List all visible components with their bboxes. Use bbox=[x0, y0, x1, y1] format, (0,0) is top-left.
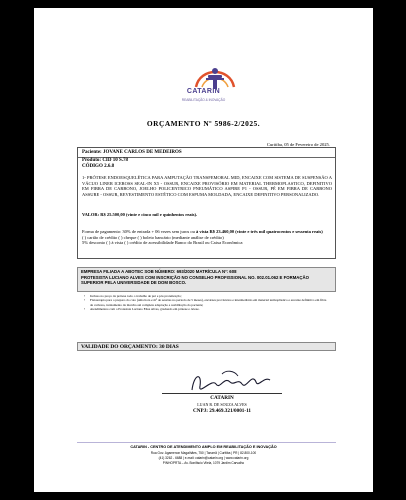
brand-tagline: REABILITAÇÃO & INOVAÇÃO bbox=[181, 98, 226, 102]
product-description: 1- PRÓTESE ENDOESQUELÉTICA PARA AMPUTAÇÃO TRANSFEMORAL MID, ENCAIXE COM SISTEMA DE SUSPENSÃO A VÁCUO LINER ICEROSS SEAL-IN X5 - OSSUR, ENCAIXE PROVISÓRIO EM MATERIAL THERMOPLASTICO, DEFINITIVO EM FIBRA DE CARBONO, JOELHO POLICENTRICO PNEUMÁTICO ASPIRE P1 - OSSUR, PÉ EM FIBRA DE CARBONO ASSURE - OSSUR, REVESTIMENTO ESTÉTICO COM ESPUMA MOLDADA, ENCAIXE DEFINITIVO PERSONALIZADO. bbox=[82, 175, 332, 197]
patient-name: Paciente: JOVANE CARLOS DE MEDEIROS bbox=[82, 149, 182, 155]
affiliation-line: PROTESISTA LUCIANO ALVES COM INSCRIÇÃO NO CONSELHO PROFISSIONAL NO. 002.01.062 E FORMAÇÃO SUPERIOR PELA UNIVERSIDADE DE DOM BOSCO. bbox=[81, 274, 309, 285]
payment-text: Forma de pagamento: 30% de entrada + 06 vezes sem juros ou bbox=[82, 229, 195, 234]
payment-cash-price: à vista R$ 23.460,00 (vinte e três mil quatrocentos e sessenta reais) bbox=[196, 229, 323, 234]
list-item: • Incluso no preço da prótese todo o trabalho de pré e pós protetização; bbox=[84, 294, 329, 298]
footer-address: Rua Gov. Agamenon Magalhães, 750 | Tarumã | Curitiba | PR | 82.800-100 bbox=[150, 451, 257, 455]
validity-band bbox=[77, 342, 336, 351]
validity-text: VALIDADE DO ORÇAMENTO: 30 DIAS bbox=[81, 344, 179, 350]
value-text: R$ 25.500,00 (vinte e cinco mil e quinhentos reais). bbox=[100, 212, 198, 217]
brand-name: CATARIN bbox=[186, 88, 221, 95]
budget-box bbox=[77, 147, 336, 259]
payment-terms bbox=[82, 229, 332, 246]
footer-company: CATARIN - CENTRO DE ATENDIMENTO AMPLO EM REABILITAÇÃO E INOVAÇÃO bbox=[130, 445, 277, 449]
product-code: Produto: CID 10 S.78 bbox=[82, 158, 129, 163]
payment-line bbox=[82, 229, 332, 235]
document-date: Curitiba, 05 de Fevereiro de 2025. bbox=[266, 142, 330, 147]
list-item: • Atendimentos com o Protesista Luciano Elias Alves, graduado em prótese e órtese. bbox=[84, 307, 329, 311]
document-page bbox=[34, 8, 373, 492]
affiliation-band bbox=[77, 267, 336, 292]
affiliation-line: EMPRESA FILIADA A ABOTEC SOB NÚMERO: 693/2020 MATRÍCULA Nº: 608 bbox=[81, 268, 237, 274]
signature-company: CATARIN bbox=[210, 395, 234, 401]
footer-divider bbox=[77, 442, 336, 443]
payment-option: ( ) cartão de crédito ( ) cheque ( ) boleto bancário (mediante análise de crédito) bbox=[82, 234, 224, 240]
notes-list bbox=[84, 294, 329, 311]
list-item: • Fisioterapia para o preparo do coto (uma hora e m² de sessões no período de 5 meses), encaixes provisórios e intermediário em material termoplástico e encaixe definitivo em fibra de carbono, treinamento da marcha até completa adaptação e reabilitação do paciente; bbox=[84, 298, 329, 307]
signature-name: LUAN R. DE SOUZA ALVES bbox=[197, 402, 247, 407]
signature-line bbox=[162, 393, 282, 394]
value-label: VALOR: bbox=[82, 212, 100, 217]
document-title: ORÇAMENTO Nº 5986-2/2025. bbox=[146, 119, 261, 128]
signature-cnpj: CNPJ: 29.469.321/0001-11 bbox=[192, 408, 252, 414]
procedure-code: CÓDIGO 2.6.8 bbox=[82, 164, 115, 169]
payment-option: 5% desconto ( ) à vista ( ) crédito de acessibilidade Banco do Brasil ou Caixa Econômica bbox=[82, 240, 243, 246]
budget-value bbox=[82, 212, 197, 218]
footer-branch: PINHOPRTA – Av. Bonifácio Vilela, 1079 Jardim Carvalho bbox=[162, 461, 245, 465]
footer-contact: (41) 3262 - 6688 | e-mail: catarin@catarin.org | www.catarin.org bbox=[158, 456, 249, 460]
